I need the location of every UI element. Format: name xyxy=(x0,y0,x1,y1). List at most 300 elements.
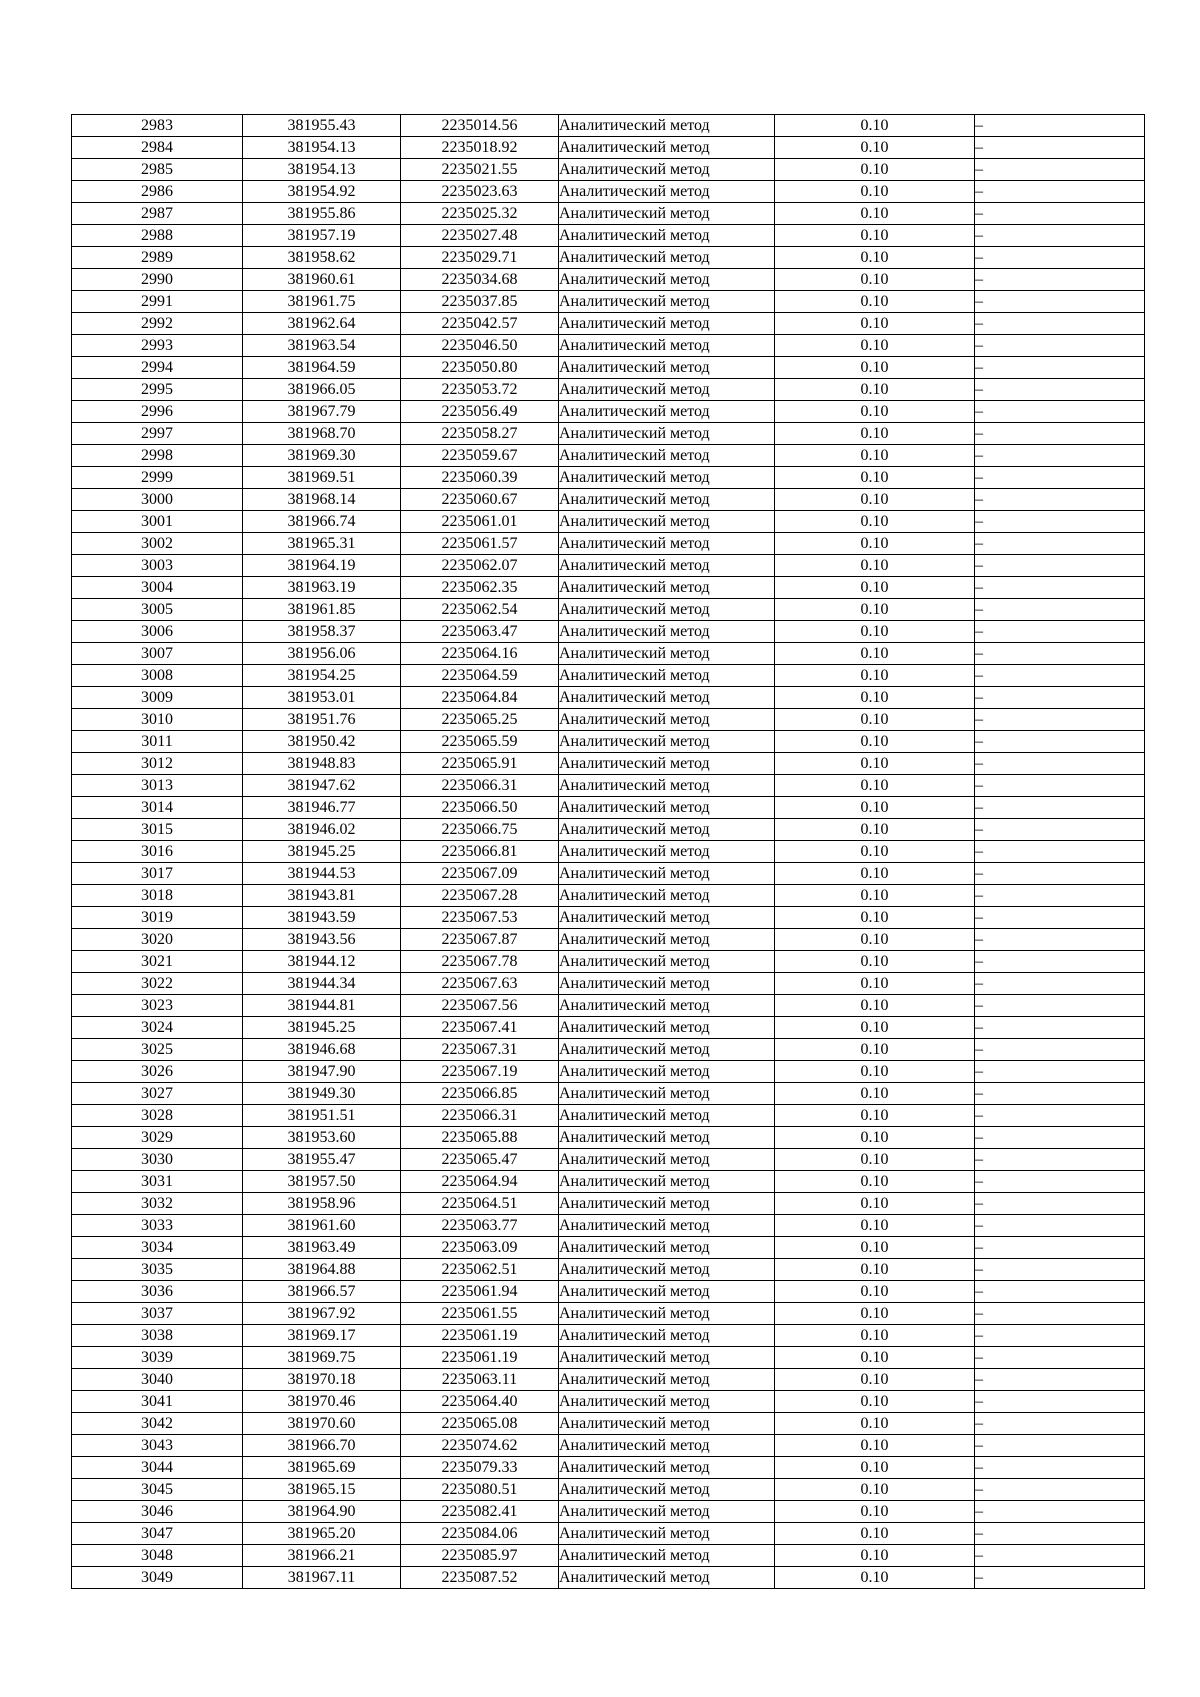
description-cell: – xyxy=(975,907,1145,929)
description-cell: – xyxy=(975,665,1145,687)
x-coordinate-cell: 381944.12 xyxy=(243,951,401,973)
point-number-cell: 3031 xyxy=(72,1171,243,1193)
method-cell: Аналитический метод xyxy=(559,1061,775,1083)
method-cell: Аналитический метод xyxy=(559,797,775,819)
x-coordinate-cell: 381965.20 xyxy=(243,1523,401,1545)
table-row xyxy=(72,1325,1145,1347)
description-cell: – xyxy=(975,291,1145,313)
method-cell: Аналитический метод xyxy=(559,533,775,555)
description-cell: – xyxy=(975,1039,1145,1061)
y-coordinate-cell: 2235064.59 xyxy=(401,665,559,687)
table-row xyxy=(72,423,1145,445)
table-row xyxy=(72,1479,1145,1501)
y-coordinate-cell: 2235067.56 xyxy=(401,995,559,1017)
point-number-cell: 3009 xyxy=(72,687,243,709)
accuracy-cell: 0.10 xyxy=(775,1127,975,1149)
accuracy-cell: 0.10 xyxy=(775,1457,975,1479)
x-coordinate-cell: 381955.86 xyxy=(243,203,401,225)
x-coordinate-cell: 381969.30 xyxy=(243,445,401,467)
y-coordinate-cell: 2235060.67 xyxy=(401,489,559,511)
table-row xyxy=(72,665,1145,687)
description-cell: – xyxy=(975,1259,1145,1281)
x-coordinate-cell: 381970.18 xyxy=(243,1369,401,1391)
accuracy-cell: 0.10 xyxy=(775,1479,975,1501)
x-coordinate-cell: 381954.13 xyxy=(243,159,401,181)
description-cell: – xyxy=(975,753,1145,775)
x-coordinate-cell: 381945.25 xyxy=(243,841,401,863)
accuracy-cell: 0.10 xyxy=(775,775,975,797)
description-cell: – xyxy=(975,687,1145,709)
table-row xyxy=(72,291,1145,313)
x-coordinate-cell: 381962.64 xyxy=(243,313,401,335)
x-coordinate-cell: 381944.34 xyxy=(243,973,401,995)
table-row xyxy=(72,929,1145,951)
description-cell: – xyxy=(975,1193,1145,1215)
method-cell: Аналитический метод xyxy=(559,1545,775,1567)
y-coordinate-cell: 2235058.27 xyxy=(401,423,559,445)
accuracy-cell: 0.10 xyxy=(775,225,975,247)
x-coordinate-cell: 381947.90 xyxy=(243,1061,401,1083)
accuracy-cell: 0.10 xyxy=(775,159,975,181)
y-coordinate-cell: 2235067.28 xyxy=(401,885,559,907)
description-cell: – xyxy=(975,775,1145,797)
point-number-cell: 3027 xyxy=(72,1083,243,1105)
method-cell: Аналитический метод xyxy=(559,1215,775,1237)
point-number-cell: 3000 xyxy=(72,489,243,511)
description-cell: – xyxy=(975,511,1145,533)
accuracy-cell: 0.10 xyxy=(775,1039,975,1061)
point-number-cell: 3002 xyxy=(72,533,243,555)
description-cell: – xyxy=(975,643,1145,665)
description-cell: – xyxy=(975,401,1145,423)
table-row xyxy=(72,489,1145,511)
point-number-cell: 3047 xyxy=(72,1523,243,1545)
table-row xyxy=(72,731,1145,753)
accuracy-cell: 0.10 xyxy=(775,489,975,511)
point-number-cell: 3016 xyxy=(72,841,243,863)
accuracy-cell: 0.10 xyxy=(775,973,975,995)
method-cell: Аналитический метод xyxy=(559,1149,775,1171)
method-cell: Аналитический метод xyxy=(559,907,775,929)
y-coordinate-cell: 2235037.85 xyxy=(401,291,559,313)
table-row xyxy=(72,1017,1145,1039)
accuracy-cell: 0.10 xyxy=(775,621,975,643)
method-cell: Аналитический метод xyxy=(559,1325,775,1347)
accuracy-cell: 0.10 xyxy=(775,291,975,313)
point-number-cell: 2987 xyxy=(72,203,243,225)
point-number-cell: 3046 xyxy=(72,1501,243,1523)
x-coordinate-cell: 381953.60 xyxy=(243,1127,401,1149)
description-cell: – xyxy=(975,973,1145,995)
method-cell: Аналитический метод xyxy=(559,467,775,489)
method-cell: Аналитический метод xyxy=(559,225,775,247)
point-number-cell: 3025 xyxy=(72,1039,243,1061)
description-cell: – xyxy=(975,1061,1145,1083)
method-cell: Аналитический метод xyxy=(559,445,775,467)
y-coordinate-cell: 2235067.87 xyxy=(401,929,559,951)
accuracy-cell: 0.10 xyxy=(775,137,975,159)
method-cell: Аналитический метод xyxy=(559,731,775,753)
y-coordinate-cell: 2235065.91 xyxy=(401,753,559,775)
description-cell: – xyxy=(975,313,1145,335)
y-coordinate-cell: 2235034.68 xyxy=(401,269,559,291)
description-cell: – xyxy=(975,1127,1145,1149)
method-cell: Аналитический метод xyxy=(559,621,775,643)
y-coordinate-cell: 2235067.09 xyxy=(401,863,559,885)
method-cell: Аналитический метод xyxy=(559,1281,775,1303)
table-row xyxy=(72,1369,1145,1391)
table-row xyxy=(72,159,1145,181)
method-cell: Аналитический метод xyxy=(559,489,775,511)
table-row xyxy=(72,1281,1145,1303)
y-coordinate-cell: 2235063.47 xyxy=(401,621,559,643)
table-row xyxy=(72,1457,1145,1479)
y-coordinate-cell: 2235065.59 xyxy=(401,731,559,753)
y-coordinate-cell: 2235067.53 xyxy=(401,907,559,929)
y-coordinate-cell: 2235062.54 xyxy=(401,599,559,621)
y-coordinate-cell: 2235053.72 xyxy=(401,379,559,401)
y-coordinate-cell: 2235066.50 xyxy=(401,797,559,819)
point-number-cell: 3006 xyxy=(72,621,243,643)
point-number-cell: 2997 xyxy=(72,423,243,445)
table-row xyxy=(72,137,1145,159)
point-number-cell: 3017 xyxy=(72,863,243,885)
table-row xyxy=(72,1347,1145,1369)
table-row xyxy=(72,709,1145,731)
accuracy-cell: 0.10 xyxy=(775,951,975,973)
x-coordinate-cell: 381954.92 xyxy=(243,181,401,203)
x-coordinate-cell: 381960.61 xyxy=(243,269,401,291)
point-number-cell: 3013 xyxy=(72,775,243,797)
description-cell: – xyxy=(975,1457,1145,1479)
x-coordinate-cell: 381944.81 xyxy=(243,995,401,1017)
y-coordinate-cell: 2235067.41 xyxy=(401,1017,559,1039)
table-row xyxy=(72,1149,1145,1171)
accuracy-cell: 0.10 xyxy=(775,1237,975,1259)
x-coordinate-cell: 381968.70 xyxy=(243,423,401,445)
y-coordinate-cell: 2235066.31 xyxy=(401,775,559,797)
accuracy-cell: 0.10 xyxy=(775,445,975,467)
x-coordinate-cell: 381964.88 xyxy=(243,1259,401,1281)
x-coordinate-cell: 381966.05 xyxy=(243,379,401,401)
table-row xyxy=(72,1237,1145,1259)
description-cell: – xyxy=(975,929,1145,951)
method-cell: Аналитический метод xyxy=(559,511,775,533)
description-cell: – xyxy=(975,995,1145,1017)
y-coordinate-cell: 2235061.94 xyxy=(401,1281,559,1303)
x-coordinate-cell: 381958.62 xyxy=(243,247,401,269)
table-row xyxy=(72,1193,1145,1215)
x-coordinate-cell: 381970.60 xyxy=(243,1413,401,1435)
accuracy-cell: 0.10 xyxy=(775,115,975,137)
point-number-cell: 3036 xyxy=(72,1281,243,1303)
table-row xyxy=(72,335,1145,357)
description-cell: – xyxy=(975,357,1145,379)
description-cell: – xyxy=(975,225,1145,247)
y-coordinate-cell: 2235064.84 xyxy=(401,687,559,709)
accuracy-cell: 0.10 xyxy=(775,533,975,555)
method-cell: Аналитический метод xyxy=(559,1347,775,1369)
x-coordinate-cell: 381958.96 xyxy=(243,1193,401,1215)
description-cell: – xyxy=(975,1237,1145,1259)
accuracy-cell: 0.10 xyxy=(775,269,975,291)
method-cell: Аналитический метод xyxy=(559,599,775,621)
x-coordinate-cell: 381946.02 xyxy=(243,819,401,841)
method-cell: Аналитический метод xyxy=(559,335,775,357)
y-coordinate-cell: 2235085.97 xyxy=(401,1545,559,1567)
method-cell: Аналитический метод xyxy=(559,951,775,973)
x-coordinate-cell: 381946.77 xyxy=(243,797,401,819)
description-cell: – xyxy=(975,555,1145,577)
accuracy-cell: 0.10 xyxy=(775,1215,975,1237)
method-cell: Аналитический метод xyxy=(559,1127,775,1149)
point-number-cell: 3044 xyxy=(72,1457,243,1479)
description-cell: – xyxy=(975,1105,1145,1127)
point-number-cell: 3032 xyxy=(72,1193,243,1215)
method-cell: Аналитический метод xyxy=(559,115,775,137)
x-coordinate-cell: 381963.54 xyxy=(243,335,401,357)
method-cell: Аналитический метод xyxy=(559,665,775,687)
description-cell: – xyxy=(975,1479,1145,1501)
y-coordinate-cell: 2235027.48 xyxy=(401,225,559,247)
method-cell: Аналитический метод xyxy=(559,1501,775,1523)
table-row xyxy=(72,1567,1145,1589)
table-row xyxy=(72,115,1145,137)
point-number-cell: 3020 xyxy=(72,929,243,951)
table-row xyxy=(72,885,1145,907)
accuracy-cell: 0.10 xyxy=(775,1413,975,1435)
description-cell: – xyxy=(975,1083,1145,1105)
point-number-cell: 3042 xyxy=(72,1413,243,1435)
method-cell: Аналитический метод xyxy=(559,203,775,225)
method-cell: Аналитический метод xyxy=(559,1435,775,1457)
point-number-cell: 3004 xyxy=(72,577,243,599)
description-cell: – xyxy=(975,379,1145,401)
method-cell: Аналитический метод xyxy=(559,1457,775,1479)
point-number-cell: 3045 xyxy=(72,1479,243,1501)
table-row xyxy=(72,1391,1145,1413)
x-coordinate-cell: 381957.19 xyxy=(243,225,401,247)
point-number-cell: 2988 xyxy=(72,225,243,247)
table-row xyxy=(72,1083,1145,1105)
x-coordinate-cell: 381964.59 xyxy=(243,357,401,379)
accuracy-cell: 0.10 xyxy=(775,863,975,885)
accuracy-cell: 0.10 xyxy=(775,885,975,907)
accuracy-cell: 0.10 xyxy=(775,511,975,533)
table-row xyxy=(72,1413,1145,1435)
point-number-cell: 3039 xyxy=(72,1347,243,1369)
description-cell: – xyxy=(975,1347,1145,1369)
point-number-cell: 3015 xyxy=(72,819,243,841)
description-cell: – xyxy=(975,423,1145,445)
y-coordinate-cell: 2235084.06 xyxy=(401,1523,559,1545)
y-coordinate-cell: 2235061.19 xyxy=(401,1347,559,1369)
accuracy-cell: 0.10 xyxy=(775,1545,975,1567)
accuracy-cell: 0.10 xyxy=(775,1391,975,1413)
description-cell: – xyxy=(975,115,1145,137)
point-number-cell: 2999 xyxy=(72,467,243,489)
point-number-cell: 3026 xyxy=(72,1061,243,1083)
table-row xyxy=(72,1435,1145,1457)
accuracy-cell: 0.10 xyxy=(775,1105,975,1127)
x-coordinate-cell: 381953.01 xyxy=(243,687,401,709)
description-cell: – xyxy=(975,203,1145,225)
accuracy-cell: 0.10 xyxy=(775,379,975,401)
table-row xyxy=(72,555,1145,577)
point-number-cell: 2993 xyxy=(72,335,243,357)
method-cell: Аналитический метод xyxy=(559,1479,775,1501)
x-coordinate-cell: 381949.30 xyxy=(243,1083,401,1105)
point-number-cell: 3014 xyxy=(72,797,243,819)
accuracy-cell: 0.10 xyxy=(775,1061,975,1083)
description-cell: – xyxy=(975,819,1145,841)
method-cell: Аналитический метод xyxy=(559,247,775,269)
table-row xyxy=(72,819,1145,841)
accuracy-cell: 0.10 xyxy=(775,1281,975,1303)
method-cell: Аналитический метод xyxy=(559,577,775,599)
table-row xyxy=(72,643,1145,665)
description-cell: – xyxy=(975,1171,1145,1193)
x-coordinate-cell: 381963.49 xyxy=(243,1237,401,1259)
method-cell: Аналитический метод xyxy=(559,291,775,313)
table-row xyxy=(72,1303,1145,1325)
y-coordinate-cell: 2235074.62 xyxy=(401,1435,559,1457)
description-cell: – xyxy=(975,709,1145,731)
x-coordinate-cell: 381951.51 xyxy=(243,1105,401,1127)
method-cell: Аналитический метод xyxy=(559,1171,775,1193)
x-coordinate-cell: 381965.31 xyxy=(243,533,401,555)
method-cell: Аналитический метод xyxy=(559,1259,775,1281)
description-cell: – xyxy=(975,1413,1145,1435)
table-row xyxy=(72,1545,1145,1567)
method-cell: Аналитический метод xyxy=(559,687,775,709)
y-coordinate-cell: 2235062.07 xyxy=(401,555,559,577)
description-cell: – xyxy=(975,621,1145,643)
y-coordinate-cell: 2235063.09 xyxy=(401,1237,559,1259)
accuracy-cell: 0.10 xyxy=(775,665,975,687)
x-coordinate-cell: 381961.85 xyxy=(243,599,401,621)
accuracy-cell: 0.10 xyxy=(775,1083,975,1105)
y-coordinate-cell: 2235067.78 xyxy=(401,951,559,973)
x-coordinate-cell: 381965.69 xyxy=(243,1457,401,1479)
table-row xyxy=(72,511,1145,533)
method-cell: Аналитический метод xyxy=(559,1369,775,1391)
description-cell: – xyxy=(975,841,1145,863)
x-coordinate-cell: 381964.90 xyxy=(243,1501,401,1523)
point-number-cell: 2998 xyxy=(72,445,243,467)
description-cell: – xyxy=(975,577,1145,599)
accuracy-cell: 0.10 xyxy=(775,709,975,731)
method-cell: Аналитический метод xyxy=(559,709,775,731)
description-cell: – xyxy=(975,1303,1145,1325)
point-number-cell: 3035 xyxy=(72,1259,243,1281)
accuracy-cell: 0.10 xyxy=(775,841,975,863)
point-number-cell: 3007 xyxy=(72,643,243,665)
table-row xyxy=(72,1061,1145,1083)
method-cell: Аналитический метод xyxy=(559,1017,775,1039)
point-number-cell: 2983 xyxy=(72,115,243,137)
description-cell: – xyxy=(975,1501,1145,1523)
table-row xyxy=(72,269,1145,291)
point-number-cell: 3043 xyxy=(72,1435,243,1457)
description-cell: – xyxy=(975,1017,1145,1039)
y-coordinate-cell: 2235056.49 xyxy=(401,401,559,423)
point-number-cell: 3010 xyxy=(72,709,243,731)
table-row xyxy=(72,1523,1145,1545)
table-row xyxy=(72,753,1145,775)
y-coordinate-cell: 2235066.31 xyxy=(401,1105,559,1127)
x-coordinate-cell: 381954.13 xyxy=(243,137,401,159)
y-coordinate-cell: 2235067.63 xyxy=(401,973,559,995)
x-coordinate-cell: 381961.75 xyxy=(243,291,401,313)
accuracy-cell: 0.10 xyxy=(775,335,975,357)
method-cell: Аналитический метод xyxy=(559,885,775,907)
y-coordinate-cell: 2235064.40 xyxy=(401,1391,559,1413)
x-coordinate-cell: 381947.62 xyxy=(243,775,401,797)
table-row xyxy=(72,951,1145,973)
table-row xyxy=(72,775,1145,797)
y-coordinate-cell: 2235061.01 xyxy=(401,511,559,533)
x-coordinate-cell: 381966.21 xyxy=(243,1545,401,1567)
accuracy-cell: 0.10 xyxy=(775,555,975,577)
table-row xyxy=(72,533,1145,555)
method-cell: Аналитический метод xyxy=(559,1567,775,1589)
method-cell: Аналитический метод xyxy=(559,555,775,577)
x-coordinate-cell: 381967.92 xyxy=(243,1303,401,1325)
x-coordinate-cell: 381944.53 xyxy=(243,863,401,885)
x-coordinate-cell: 381958.37 xyxy=(243,621,401,643)
point-number-cell: 3029 xyxy=(72,1127,243,1149)
point-number-cell: 3018 xyxy=(72,885,243,907)
x-coordinate-cell: 381966.74 xyxy=(243,511,401,533)
accuracy-cell: 0.10 xyxy=(775,995,975,1017)
accuracy-cell: 0.10 xyxy=(775,643,975,665)
accuracy-cell: 0.10 xyxy=(775,181,975,203)
x-coordinate-cell: 381950.42 xyxy=(243,731,401,753)
description-cell: – xyxy=(975,467,1145,489)
point-number-cell: 2986 xyxy=(72,181,243,203)
y-coordinate-cell: 2235066.85 xyxy=(401,1083,559,1105)
accuracy-cell: 0.10 xyxy=(775,1303,975,1325)
method-cell: Аналитический метод xyxy=(559,753,775,775)
accuracy-cell: 0.10 xyxy=(775,1325,975,1347)
accuracy-cell: 0.10 xyxy=(775,599,975,621)
method-cell: Аналитический метод xyxy=(559,137,775,159)
table-row xyxy=(72,863,1145,885)
description-cell: – xyxy=(975,1369,1145,1391)
method-cell: Аналитический метод xyxy=(559,1193,775,1215)
table-row xyxy=(72,357,1145,379)
point-number-cell: 3011 xyxy=(72,731,243,753)
method-cell: Аналитический метод xyxy=(559,643,775,665)
accuracy-cell: 0.10 xyxy=(775,1017,975,1039)
x-coordinate-cell: 381963.19 xyxy=(243,577,401,599)
method-cell: Аналитический метод xyxy=(559,819,775,841)
description-cell: – xyxy=(975,1391,1145,1413)
x-coordinate-cell: 381969.75 xyxy=(243,1347,401,1369)
x-coordinate-cell: 381955.43 xyxy=(243,115,401,137)
method-cell: Аналитический метод xyxy=(559,181,775,203)
method-cell: Аналитический метод xyxy=(559,159,775,181)
method-cell: Аналитический метод xyxy=(559,929,775,951)
point-number-cell: 2996 xyxy=(72,401,243,423)
table-row xyxy=(72,687,1145,709)
point-number-cell: 3003 xyxy=(72,555,243,577)
point-number-cell: 3030 xyxy=(72,1149,243,1171)
point-number-cell: 3008 xyxy=(72,665,243,687)
accuracy-cell: 0.10 xyxy=(775,1369,975,1391)
x-coordinate-cell: 381951.76 xyxy=(243,709,401,731)
